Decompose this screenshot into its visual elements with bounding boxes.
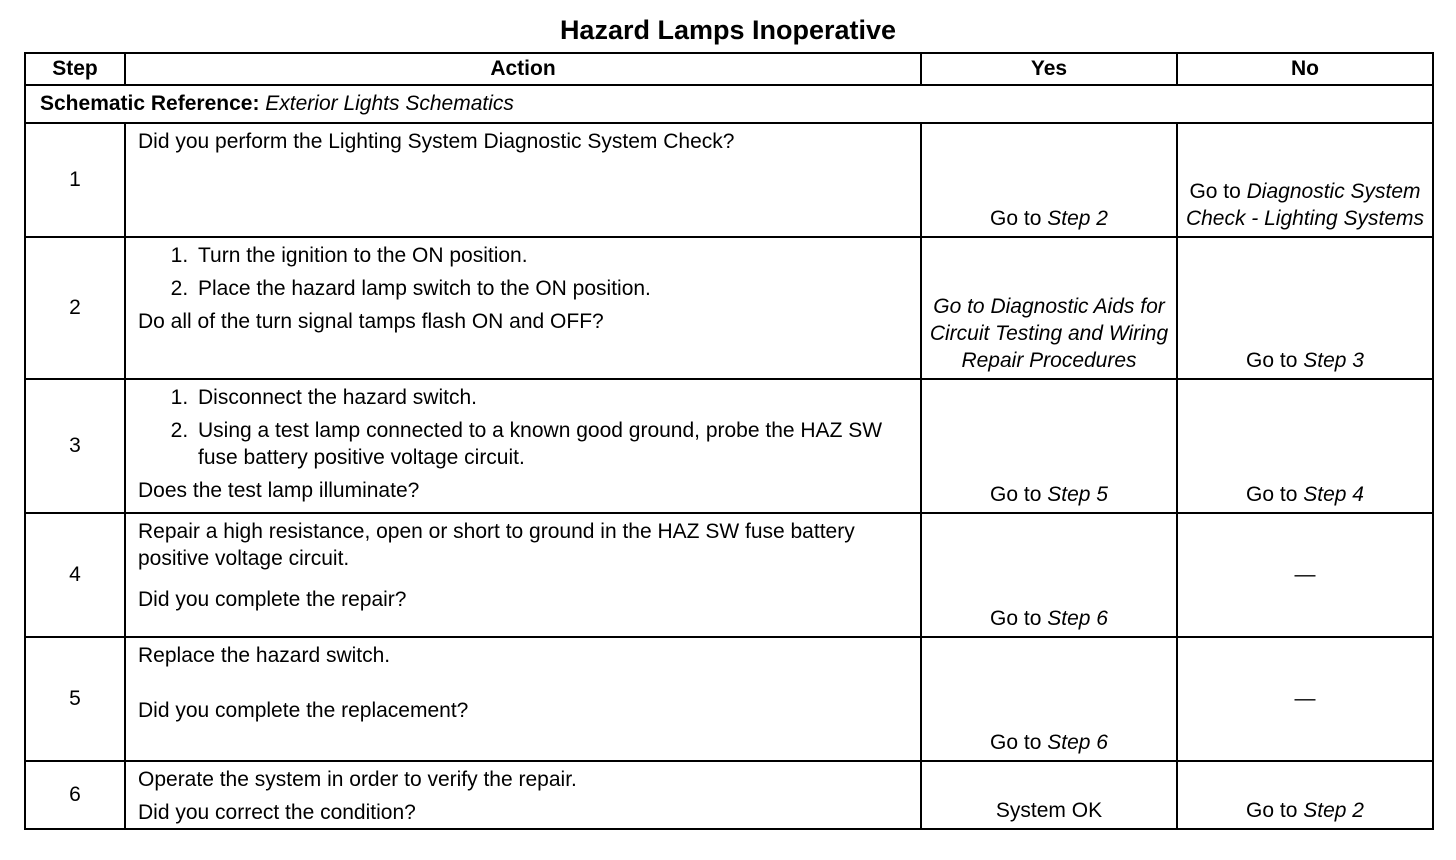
- no-link[interactable]: Diagnostic System Check - Lighting Systems: [1185, 180, 1425, 230]
- header-step: Step: [25, 53, 125, 85]
- action-cell: [125, 761, 921, 829]
- step-number: 1: [25, 123, 125, 237]
- yes-link[interactable]: Step 6: [1047, 731, 1108, 754]
- yes-cell: [921, 637, 1177, 761]
- step-number: 3: [25, 379, 125, 513]
- step-number: 6: [25, 761, 125, 829]
- action-cell: [125, 513, 921, 637]
- action-steps: [138, 384, 908, 471]
- yes-link[interactable]: Step 6: [1047, 607, 1108, 630]
- step-number: 5: [25, 637, 125, 761]
- schematic-label: Schematic Reference:: [40, 92, 260, 115]
- yes-prefix: Go to: [990, 731, 1048, 754]
- no-dash: —: [1294, 563, 1316, 586]
- schematic-row: [25, 85, 1433, 123]
- yes-cell: [921, 123, 1177, 237]
- step-number: 4: [25, 513, 125, 637]
- action-cell: [125, 237, 921, 379]
- yes-prefix: Go to: [990, 483, 1048, 506]
- yes-link[interactable]: Go to Diagnostic Aids for Circuit Testing and Wiring Repair Procedures: [929, 295, 1169, 372]
- no-cell: [1177, 761, 1433, 829]
- action-question: Did you complete the repair?: [138, 588, 407, 611]
- no-prefix: Go to: [1246, 799, 1304, 822]
- action-text: Repair a high resistance, open or short to ground in the HAZ SW fuse battery positive voltage circuit.: [138, 520, 855, 570]
- yes-cell: [921, 237, 1177, 379]
- action-step: 2. Using a test lamp connected to a known good ground, probe the HAZ SW fuse battery positive voltage circuit.: [194, 417, 908, 471]
- yes-cell: [921, 513, 1177, 637]
- no-link[interactable]: Step 4: [1303, 483, 1364, 506]
- header-action: Action: [125, 53, 921, 85]
- no-dash: —: [1294, 687, 1316, 710]
- schematic-reference: [25, 85, 1433, 123]
- no-cell: [1177, 379, 1433, 513]
- table-row: [25, 513, 1433, 637]
- action-question: Did you correct the condition?: [138, 801, 416, 824]
- table-row: [25, 379, 1433, 513]
- no-prefix: Go to: [1246, 483, 1304, 506]
- no-cell: [1177, 513, 1433, 637]
- table-row: [25, 637, 1433, 761]
- action-cell: [125, 123, 921, 237]
- action-step: 1. Turn the ignition to the ON position.: [194, 242, 908, 269]
- step-number: 2: [25, 237, 125, 379]
- action-steps: [138, 242, 908, 302]
- action-question: Did you perform the Lighting System Diagnostic System Check?: [138, 130, 735, 153]
- action-text: Replace the hazard switch.: [138, 644, 391, 667]
- header-no: No: [1177, 53, 1433, 85]
- yes-text: System OK: [995, 799, 1103, 822]
- yes-prefix: Go to: [990, 207, 1048, 230]
- yes-cell: [921, 379, 1177, 513]
- action-cell: [125, 637, 921, 761]
- table-row: [25, 237, 1433, 379]
- header-yes: Yes: [921, 53, 1177, 85]
- yes-cell: [921, 761, 1177, 829]
- table-row: [25, 123, 1433, 237]
- action-cell: [125, 379, 921, 513]
- no-cell: [1177, 123, 1433, 237]
- no-cell: [1177, 637, 1433, 761]
- action-step: 1. Disconnect the hazard switch.: [194, 384, 908, 411]
- action-text: Operate the system in order to verify the repair.: [138, 768, 577, 791]
- no-prefix: Go to: [1189, 180, 1247, 203]
- no-link[interactable]: Step 3: [1303, 349, 1364, 372]
- schematic-link[interactable]: Exterior Lights Schematics: [265, 92, 514, 115]
- yes-prefix: Go to: [990, 607, 1048, 630]
- action-question: Did you complete the replacement?: [138, 699, 469, 722]
- action-step: 2. Place the hazard lamp switch to the ON position.: [194, 275, 908, 302]
- diagnostic-table: [24, 52, 1434, 830]
- header-row: [25, 53, 1433, 85]
- action-question: Do all of the turn signal tamps flash ON and OFF?: [138, 310, 604, 333]
- yes-link[interactable]: Step 5: [1047, 483, 1108, 506]
- table-row: [25, 761, 1433, 829]
- yes-link[interactable]: Step 2: [1047, 207, 1108, 230]
- action-question: Does the test lamp illuminate?: [138, 479, 420, 502]
- no-cell: [1177, 237, 1433, 379]
- page-title: Hazard Lamps Inoperative: [559, 15, 897, 45]
- no-link[interactable]: Step 2: [1303, 799, 1364, 822]
- no-prefix: Go to: [1246, 349, 1304, 372]
